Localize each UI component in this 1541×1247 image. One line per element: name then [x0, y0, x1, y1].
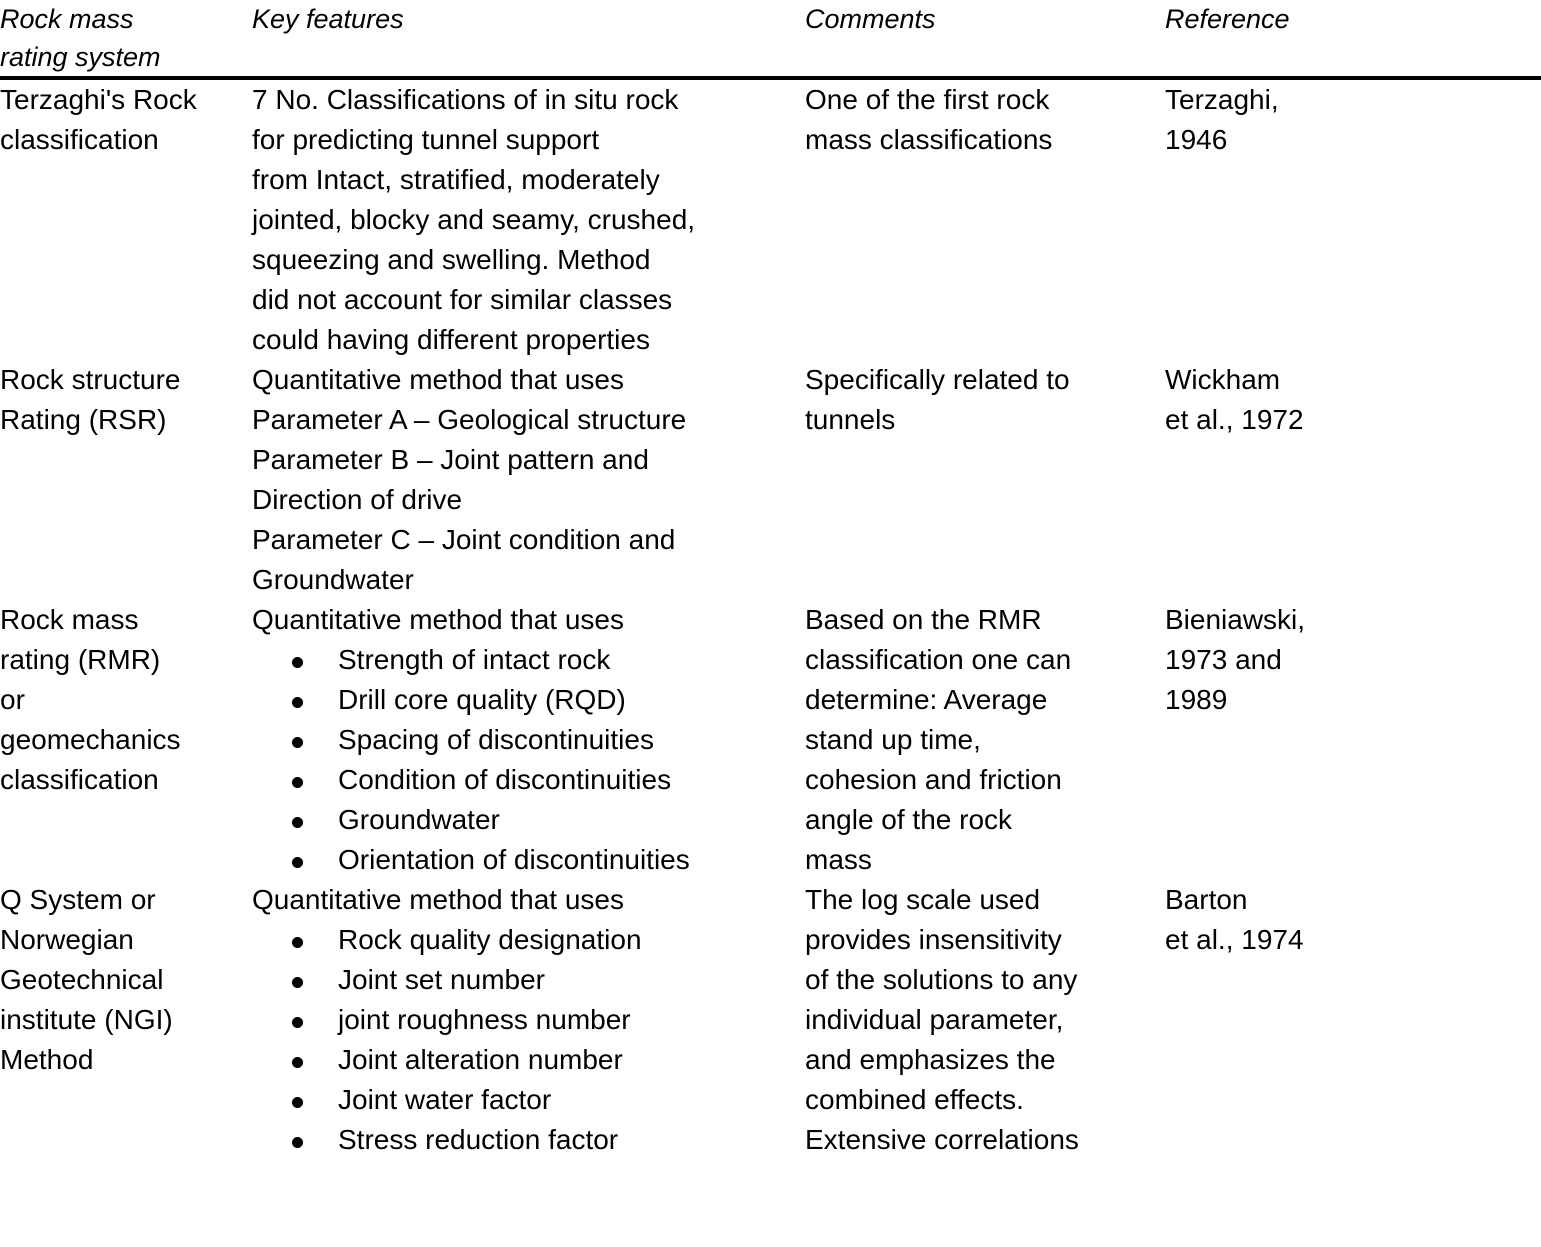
cell-line: Wickham — [1165, 364, 1281, 395]
cell-line: institute (NGI) — [0, 1004, 173, 1035]
cell-reference — [1165, 600, 1541, 880]
column-header-line: Rock mass — [0, 4, 134, 34]
cell-line: One of the first rock — [805, 84, 1050, 115]
cell-line: did not account for similar classes — [252, 284, 673, 315]
cell-line: Groundwater — [252, 564, 414, 595]
table-header — [0, 0, 1541, 78]
list-item: Orientation of discontinuities — [252, 840, 805, 880]
cell-line: Rating (RSR) — [0, 404, 167, 435]
cell-line: Parameter C – Joint condition and — [252, 524, 676, 555]
cell-line: stand up time, — [805, 724, 981, 755]
cell-line: Rock structure — [0, 364, 181, 395]
cell-line: Direction of drive — [252, 484, 463, 515]
column-header-line: Comments — [805, 4, 936, 34]
cell-line: classification — [0, 124, 159, 155]
cell-line: Parameter B – Joint pattern and — [252, 444, 649, 475]
list-item: joint roughness number — [252, 1000, 805, 1040]
cell-comments — [805, 78, 1165, 360]
cell-rating-system — [0, 360, 252, 600]
cell-line: Bieniawski, — [1165, 604, 1306, 635]
cell-line: cohesion and friction — [805, 764, 1062, 795]
cell-line: et al., 1974 — [1165, 924, 1304, 955]
column-header-line: Reference — [1165, 4, 1290, 34]
cell-line: Terzaghi, — [1165, 84, 1279, 115]
list-item: Spacing of discontinuities — [252, 720, 805, 760]
column-header-line: rating system — [0, 42, 161, 72]
cell-comments — [805, 360, 1165, 600]
cell-line: from Intact, stratified, moderately — [252, 164, 660, 195]
cell-line: Parameter A – Geological structure — [252, 404, 687, 435]
cell-comments — [805, 880, 1165, 1160]
list-item: Stress reduction factor — [252, 1120, 805, 1160]
cell-rating-system — [0, 600, 252, 880]
cell-line: rating (RMR) — [0, 644, 161, 675]
cell-line: Norwegian — [0, 924, 134, 955]
table-row — [0, 600, 1541, 880]
cell-line: individual parameter, — [805, 1004, 1064, 1035]
cell-line: or — [0, 684, 25, 715]
cell-line: Quantitative method that uses — [252, 604, 624, 635]
cell-line: 1989 — [1165, 684, 1228, 715]
key-features-bullet-list — [252, 920, 805, 1160]
cell-line: Rock mass — [0, 604, 139, 635]
cell-reference — [1165, 360, 1541, 600]
cell-line: tunnels — [805, 404, 896, 435]
table-header-row — [0, 0, 1541, 78]
cell-line: geomechanics — [0, 724, 181, 755]
column-header-rock-mass-rating-system — [0, 0, 252, 78]
cell-line: Q System or — [0, 884, 156, 915]
list-item: Joint water factor — [252, 1080, 805, 1120]
list-item: Joint alteration number — [252, 1040, 805, 1080]
key-features-bullet-list — [252, 640, 805, 880]
cell-line: 1946 — [1165, 124, 1228, 155]
cell-line: classification — [0, 764, 159, 795]
cell-line: classification one can — [805, 644, 1072, 675]
cell-line: jointed, blocky and seamy, crushed, — [252, 204, 696, 235]
cell-reference — [1165, 78, 1541, 360]
cell-line: The log scale used — [805, 884, 1041, 915]
cell-line: Method — [0, 1044, 94, 1075]
cell-comments — [805, 600, 1165, 880]
cell-line: mass — [805, 844, 872, 875]
cell-line: Geotechnical — [0, 964, 164, 995]
list-item: Condition of discontinuities — [252, 760, 805, 800]
cell-line: could having different properties — [252, 324, 650, 355]
cell-reference — [1165, 880, 1541, 1160]
cell-line: angle of the rock — [805, 804, 1013, 835]
table-row — [0, 880, 1541, 1160]
column-header-key-features — [252, 0, 805, 78]
cell-line: for predicting tunnel support — [252, 124, 600, 155]
cell-line: mass classifications — [805, 124, 1053, 155]
cell-line: Based on the RMR — [805, 604, 1042, 635]
cell-rating-system — [0, 880, 252, 1160]
cell-key-features — [252, 880, 805, 1160]
cell-line: et al., 1972 — [1165, 404, 1304, 435]
cell-line: Specifically related to — [805, 364, 1070, 395]
cell-line: 1973 and — [1165, 644, 1282, 675]
cell-line: Barton — [1165, 884, 1248, 915]
cell-line: provides insensitivity — [805, 924, 1062, 955]
cell-line: Terzaghi's Rock — [0, 84, 197, 115]
cell-key-features — [252, 600, 805, 880]
column-header-reference — [1165, 0, 1541, 78]
cell-key-features — [252, 360, 805, 600]
cell-line: combined effects. — [805, 1084, 1024, 1115]
cell-key-features — [252, 78, 805, 360]
cell-line: determine: Average — [805, 684, 1048, 715]
table-row — [0, 360, 1541, 600]
list-item: Rock quality designation — [252, 920, 805, 960]
cell-line: squeezing and swelling. Method — [252, 244, 651, 275]
cell-line: Extensive correlations — [805, 1124, 1079, 1155]
list-item: Strength of intact rock — [252, 640, 805, 680]
table-row — [0, 78, 1541, 360]
list-item: Drill core quality (RQD) — [252, 680, 805, 720]
column-header-line: Key features — [252, 4, 404, 34]
cell-line: of the solutions to any — [805, 964, 1078, 995]
table-body — [0, 78, 1541, 1160]
cell-line: Quantitative method that uses — [252, 884, 624, 915]
cell-line: and emphasizes the — [805, 1044, 1056, 1075]
cell-line: Quantitative method that uses — [252, 364, 624, 395]
list-item: Joint set number — [252, 960, 805, 1000]
column-header-comments — [805, 0, 1165, 78]
cell-rating-system — [0, 78, 252, 360]
list-item: Groundwater — [252, 800, 805, 840]
cell-line: 7 No. Classifications of in situ rock — [252, 84, 679, 115]
